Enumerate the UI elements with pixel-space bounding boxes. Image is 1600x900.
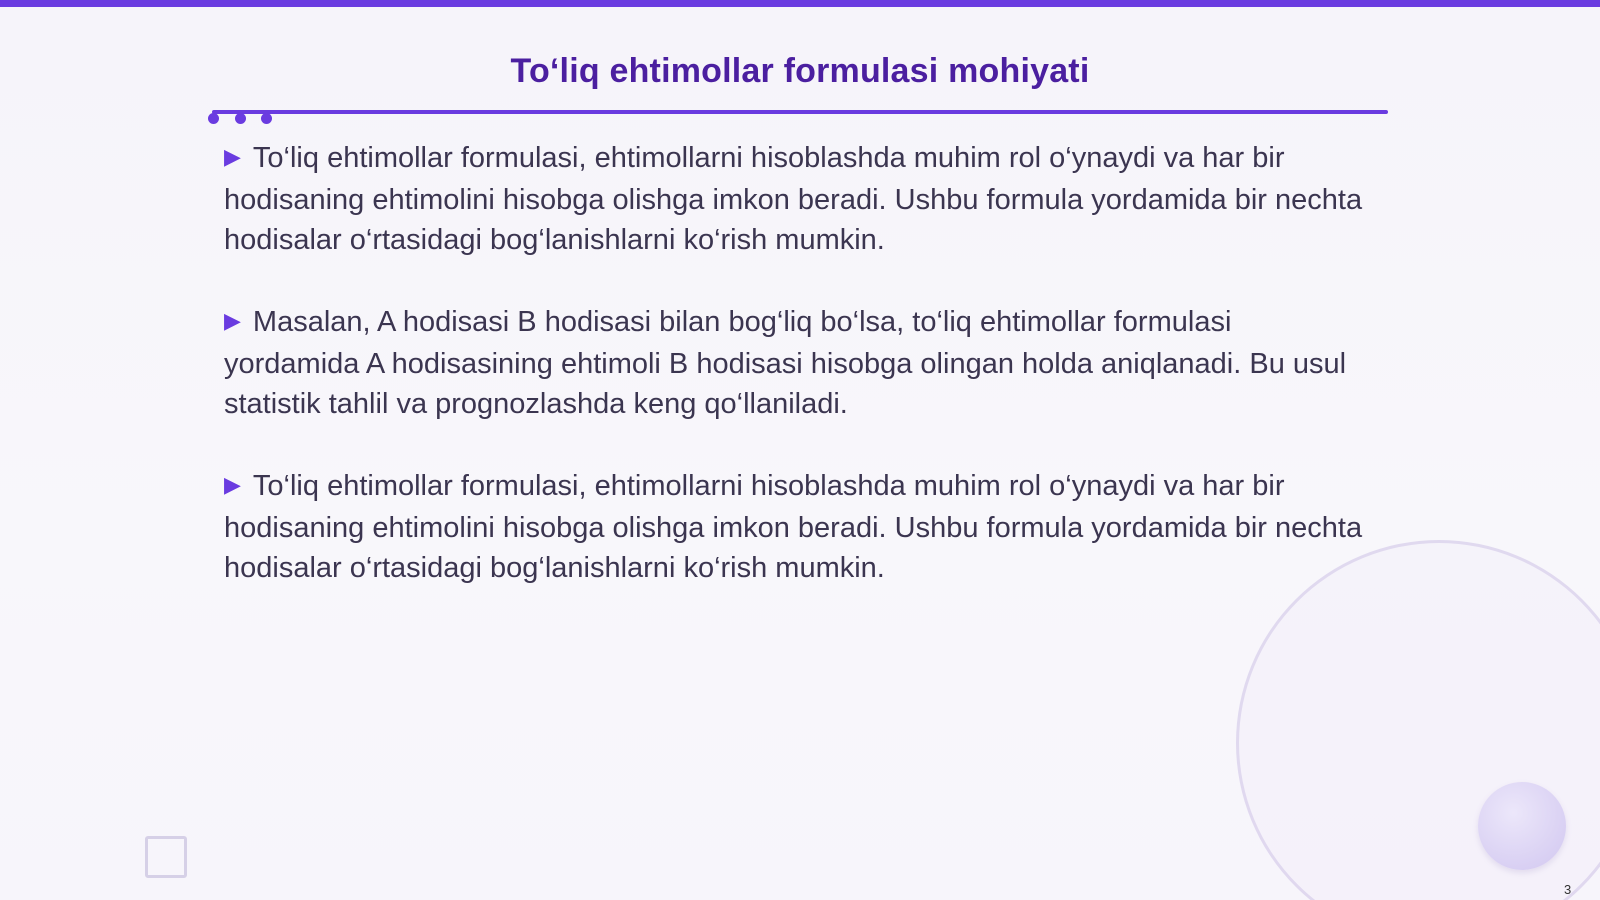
- slide-title: To‘liq ehtimollar formulasi mohiyati: [510, 52, 1090, 90]
- triangle-right-icon: ▶: [224, 308, 241, 333]
- decorative-blob: [1478, 782, 1566, 870]
- decorative-dot: [235, 113, 246, 124]
- bullet-list: [224, 138, 1374, 630]
- paragraph-text: To‘liq ehtimollar formulasi, ehtimollarni hisoblashda muhim rol o‘ynaydi va har bir hodisaning ehtimolini hisobga olishga imkon beradi. Ushbu formula yordamida bir nechta hodisalar o‘rtasidagi bog‘lanishlarni ko‘rish mumkin.: [224, 142, 1363, 256]
- bullet-paragraph-1: [224, 138, 1374, 260]
- decorative-dot: [261, 113, 272, 124]
- decorative-dot: [208, 113, 219, 124]
- page-number: 3: [1564, 882, 1572, 897]
- triangle-right-icon: ▶: [224, 472, 241, 497]
- decorative-square: [145, 836, 187, 878]
- bullet-paragraph-2: [224, 302, 1374, 424]
- top-accent-bar: [0, 0, 1600, 7]
- bullet-paragraph-3: [224, 466, 1374, 588]
- paragraph-text: Masalan, A hodisasi B hodisasi bilan bog‘liq bo‘lsa, to‘liq ehtimollar formulasi yordamida A hodisasining ehtimoli B hodisasi hisobga olingan holda aniqlanadi. Bu usul statistik tahlil va prognozlashda keng qo‘llaniladi.: [224, 306, 1347, 420]
- title-underline: [212, 110, 1388, 114]
- triangle-right-icon: ▶: [224, 144, 241, 169]
- paragraph-text: To‘liq ehtimollar formulasi, ehtimollarni hisoblashda muhim rol o‘ynaydi va har bir hodisaning ehtimolini hisobga olishga imkon beradi. Ushbu formula yordamida bir nechta hodisalar o‘rtasidagi bog‘lanishlarni ko‘rish mumkin.: [224, 470, 1363, 584]
